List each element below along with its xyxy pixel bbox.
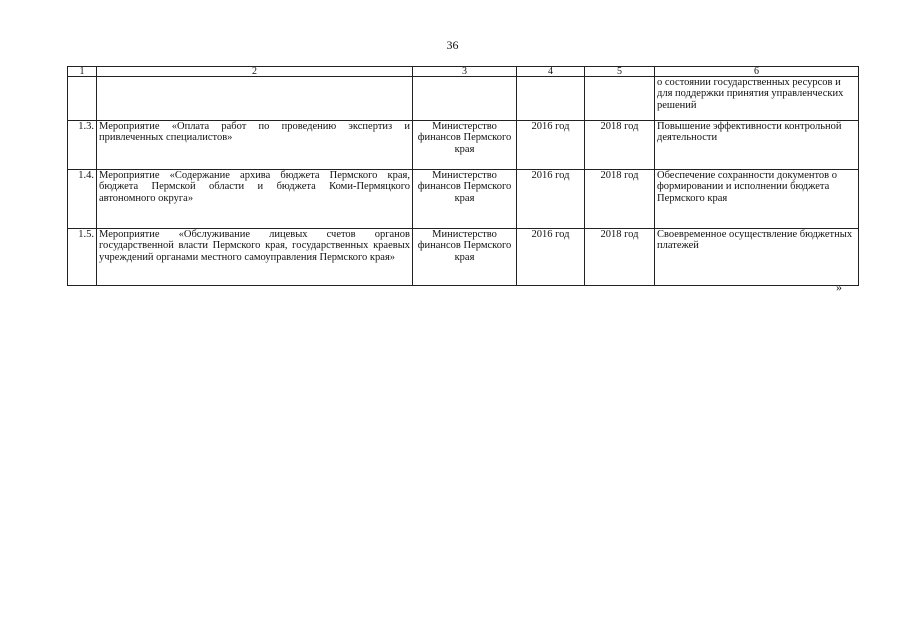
activity-cell: Мероприятие «Содержание архива бюджета Пермского края, бюджета Пермской области и бюджета Коми-Пермяцкого автономного округа»: [97, 170, 413, 229]
end-year-cell: [585, 77, 655, 121]
executor-cell: [413, 77, 517, 121]
executor-cell: Министерство финансов Пермского края: [413, 121, 517, 170]
table-row: [68, 77, 859, 121]
result-cell: о состоянии государственных ресурсов и для поддержки принятия управленческих решений: [655, 77, 859, 121]
table-row: [68, 229, 859, 286]
end-year-cell: 2018 год: [585, 170, 655, 229]
row-number: 1.3.: [68, 121, 97, 170]
end-year-cell: 2018 год: [585, 229, 655, 286]
column-header: 6: [655, 67, 859, 77]
start-year-cell: 2016 год: [517, 229, 585, 286]
activity-cell: Мероприятие «Оплата работ по проведению экспертиз и привлеченных специалистов»: [97, 121, 413, 170]
column-header: 5: [585, 67, 655, 77]
row-number: [68, 77, 97, 121]
activities-table: [67, 66, 859, 286]
column-header: 1: [68, 67, 97, 77]
result-cell: Своевременное осуществление бюджетных платежей: [655, 229, 859, 286]
result-cell: Обеспечение сохранности документов о формировании и исполнении бюджета Пермского края: [655, 170, 859, 229]
table-row: [68, 170, 859, 229]
executor-cell: Министерство финансов Пермского края: [413, 170, 517, 229]
start-year-cell: 2016 год: [517, 121, 585, 170]
column-header: 3: [413, 67, 517, 77]
table-header-row: [68, 67, 859, 77]
page-number: 36: [446, 38, 459, 52]
activity-cell: Мероприятие «Обслуживание лицевых счетов органов государственной власти Пермского края, государственных краевых учреждений органами местного самоуправления Пермского края»: [97, 229, 413, 286]
column-header: 4: [517, 67, 585, 77]
result-cell: Повышение эффективности контрольной деятельности: [655, 121, 859, 170]
table-row: [68, 121, 859, 170]
column-header: 2: [97, 67, 413, 77]
start-year-cell: 2016 год: [517, 170, 585, 229]
start-year-cell: [517, 77, 585, 121]
activity-cell: [97, 77, 413, 121]
row-number: 1.4.: [68, 170, 97, 229]
end-year-cell: 2018 год: [585, 121, 655, 170]
closing-quote: »: [836, 280, 842, 294]
executor-cell: Министерство финансов Пермского края: [413, 229, 517, 286]
row-number: 1.5.: [68, 229, 97, 286]
